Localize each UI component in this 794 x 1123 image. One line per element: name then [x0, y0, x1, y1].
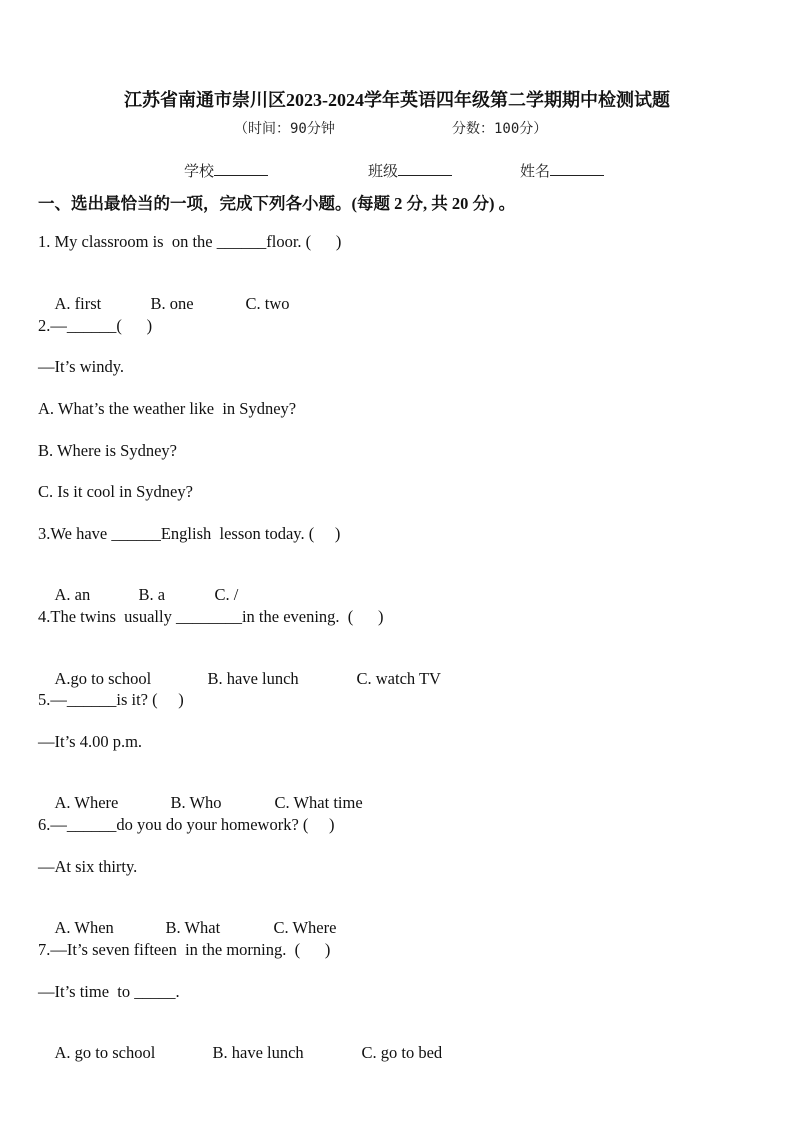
question-7-answer: —It’s time to _____.	[38, 982, 180, 1001]
question-1-stem: 1. My classroom is on the ______floor. ( )	[38, 232, 342, 251]
question-6-stem: 6.—______do you do your homework? ( )	[38, 815, 335, 834]
name-field	[520, 160, 604, 181]
q2-option-b: B. Where is Sydney?	[38, 441, 178, 460]
q7-option-a: A. go to school	[54, 1043, 156, 1062]
class-blank[interactable]	[398, 161, 452, 176]
q1-option-b: B. one	[150, 294, 194, 313]
q4-option-b: B. have lunch	[207, 669, 299, 688]
q3-option-a: A. an	[54, 585, 91, 604]
question-4-stem: 4.The twins usually ________in the evening. ( )	[38, 607, 384, 626]
q2-option-a: A. What’s the weather like in Sydney?	[38, 399, 297, 418]
question-2-stem: 2.—______( )	[38, 316, 153, 335]
q4-option-c: C. watch TV	[356, 669, 441, 688]
q1-option-c: C. two	[245, 294, 290, 313]
q6-option-c: C. Where	[273, 918, 337, 937]
q2-option-c: C. Is it cool in Sydney?	[38, 482, 193, 501]
q5-option-c: C. What time	[274, 793, 363, 812]
q3-option-b: B. a	[138, 585, 166, 604]
school-blank[interactable]	[214, 161, 268, 176]
question-5-stem: 5.—______is it? ( )	[38, 690, 184, 709]
q7-option-b: B. have lunch	[212, 1043, 304, 1062]
school-field	[184, 160, 268, 181]
q5-option-b: B. Who	[170, 793, 222, 812]
q3-option-c: C. /	[214, 585, 239, 604]
name-blank[interactable]	[550, 161, 604, 176]
class-label: 班级	[368, 164, 399, 180]
exam-time: （时间：90分钟	[234, 121, 335, 137]
q5-option-a: A. Where	[54, 793, 119, 812]
exam-score: 分数：100分）	[452, 121, 548, 137]
q6-option-b: B. What	[165, 918, 221, 937]
q7-option-c: C. go to bed	[361, 1043, 443, 1062]
question-7-stem: 7.—It’s seven fifteen in the morning. ( )	[38, 940, 331, 959]
name-label: 姓名	[520, 164, 551, 180]
question-3-stem: 3.We have ______English lesson today. ( )	[38, 524, 341, 543]
exam-title: 江苏省南通市崇川区2023-2024学年英语四年级第二学期期中检测试题	[124, 90, 670, 110]
q1-option-a: A. first	[54, 294, 102, 313]
question-7-options	[38, 1023, 442, 1083]
school-label: 学校	[184, 164, 215, 180]
question-6-answer: —At six thirty.	[38, 857, 138, 876]
q6-option-a: A. When	[54, 918, 114, 937]
question-2-answer: —It’s windy.	[38, 357, 125, 376]
class-field	[368, 160, 452, 181]
section-1-header: 一、选出最恰当的一项，完成下列各小题。(每题 2 分, 共 20 分) 。	[38, 194, 516, 213]
question-5-answer: —It’s 4.00 p.m.	[38, 732, 143, 751]
q4-option-a: A.go to school	[54, 669, 152, 688]
